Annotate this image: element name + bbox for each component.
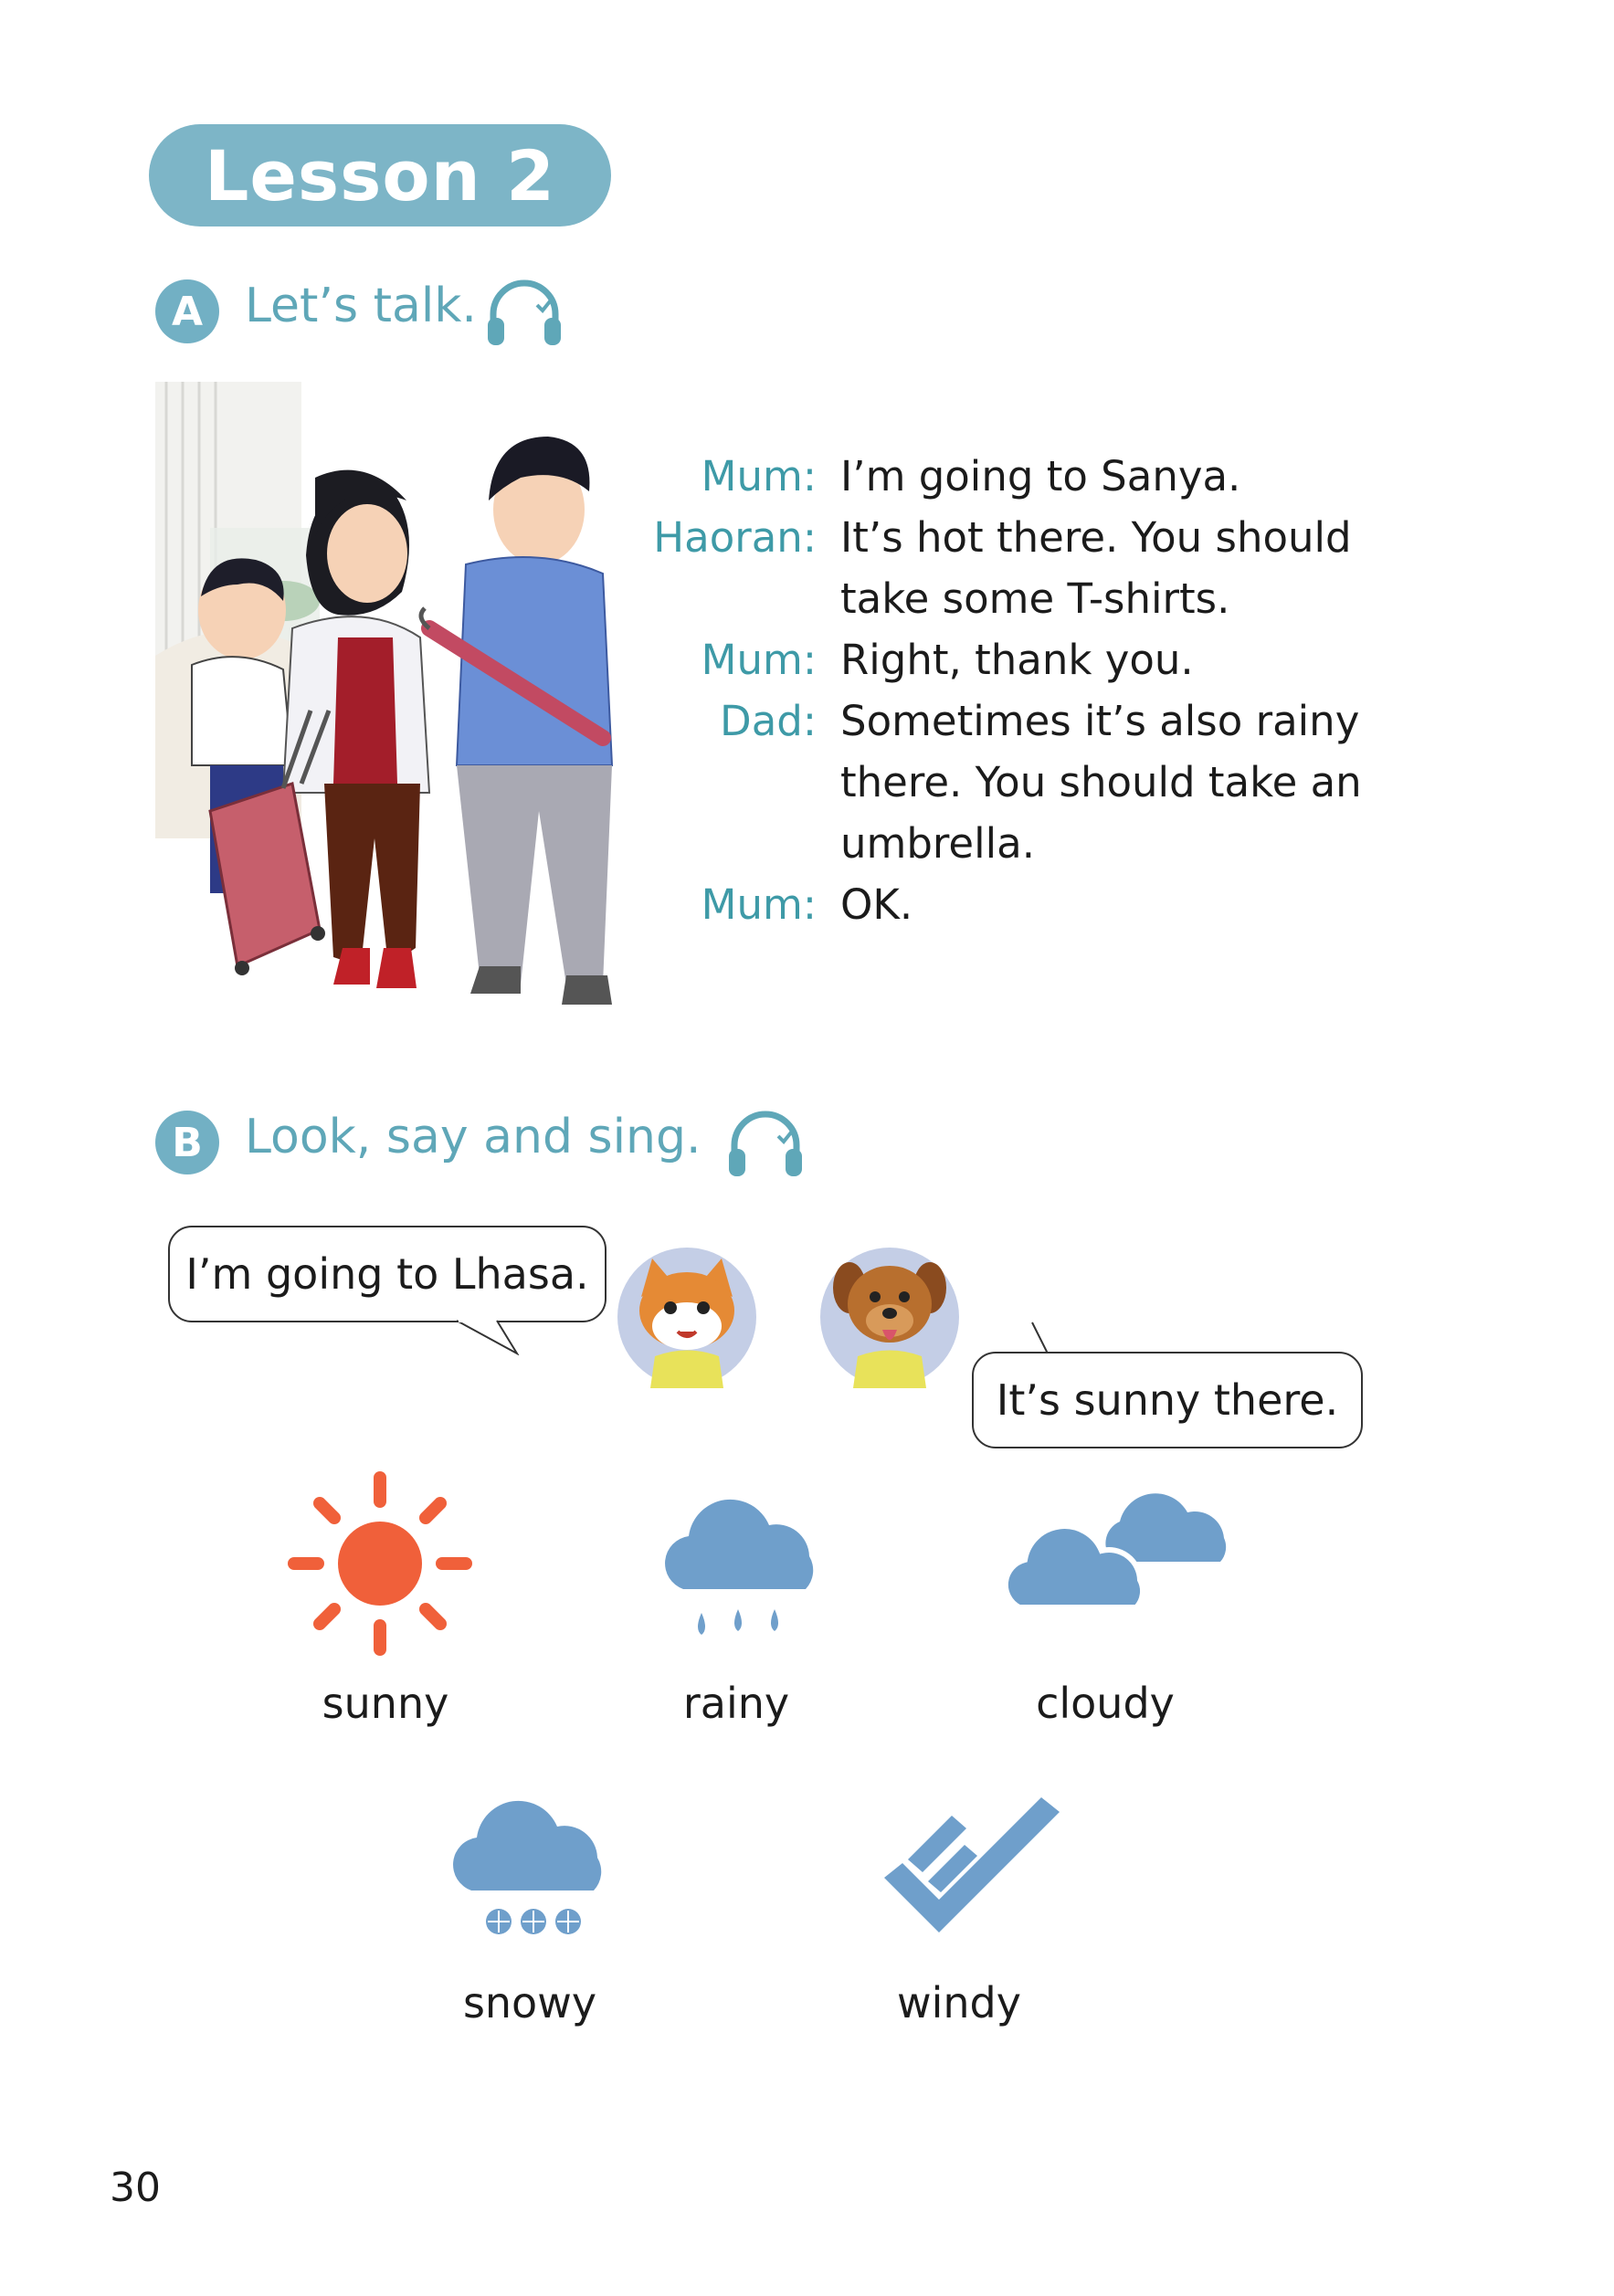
speech-line: It’s hot there. You should (840, 513, 1352, 562)
dialogue-line (585, 446, 1498, 507)
weather-label-cloudy: cloudy (1036, 1679, 1175, 1728)
section-b-badge: B (155, 1111, 219, 1174)
speech-text (840, 874, 1498, 935)
section-a-badge: A (155, 279, 219, 343)
fox-character (614, 1242, 760, 1388)
wind-icon (881, 1796, 1063, 1951)
speech-line: Sometimes it’s also rainy (840, 697, 1360, 745)
speech-line: OK. (840, 880, 913, 929)
dialogue-line (585, 507, 1498, 629)
cloud-icon (1005, 1489, 1233, 1617)
headphones-icon[interactable] (723, 1109, 807, 1182)
dialogue-line (585, 629, 1498, 690)
bubble-tail (457, 1319, 521, 1355)
speaker-label: Mum: (701, 636, 817, 684)
rain-cloud-icon (656, 1489, 835, 1644)
dialogue (585, 446, 1498, 935)
dialogue-line (585, 874, 1498, 935)
lesson-title: Lesson 2 (149, 124, 611, 226)
weather-label-sunny: sunny (322, 1679, 449, 1728)
speech-text (840, 629, 1498, 690)
dog-character (817, 1242, 963, 1388)
speech-line: there. You should take an (840, 758, 1362, 806)
family-illustration (155, 382, 639, 1032)
headphones-icon[interactable] (482, 278, 566, 351)
speech-text (840, 507, 1498, 629)
sun-icon (287, 1470, 473, 1657)
speaker-label: Mum: (701, 452, 817, 500)
speech-bubble-right: It’s sunny there. (972, 1352, 1363, 1448)
speech-line: umbrella. (840, 819, 1036, 868)
speech-bubble-left: I’m going to Lhasa. (168, 1226, 607, 1322)
weather-label-snowy: snowy (462, 1978, 597, 2027)
speaker-label: Haoran: (653, 513, 817, 562)
speech-line: take some T-shirts. (840, 574, 1230, 623)
weather-label-rainy: rainy (682, 1679, 790, 1728)
speech-text (840, 446, 1498, 507)
dialogue-line (585, 690, 1498, 874)
section-b-title: Look, say and sing. (245, 1110, 702, 1164)
speaker-label: Dad: (720, 697, 817, 745)
page-number: 30 (110, 2164, 161, 2211)
speech-line: Right, thank you. (840, 636, 1194, 684)
snow-cloud-icon (444, 1790, 623, 1945)
speech-line: I’m going to Sanya. (840, 452, 1241, 500)
section-a-title: Let’s talk. (245, 279, 477, 333)
weather-label-windy: windy (897, 1978, 1021, 2027)
speech-text (840, 690, 1498, 874)
speaker-label: Mum: (701, 880, 817, 929)
